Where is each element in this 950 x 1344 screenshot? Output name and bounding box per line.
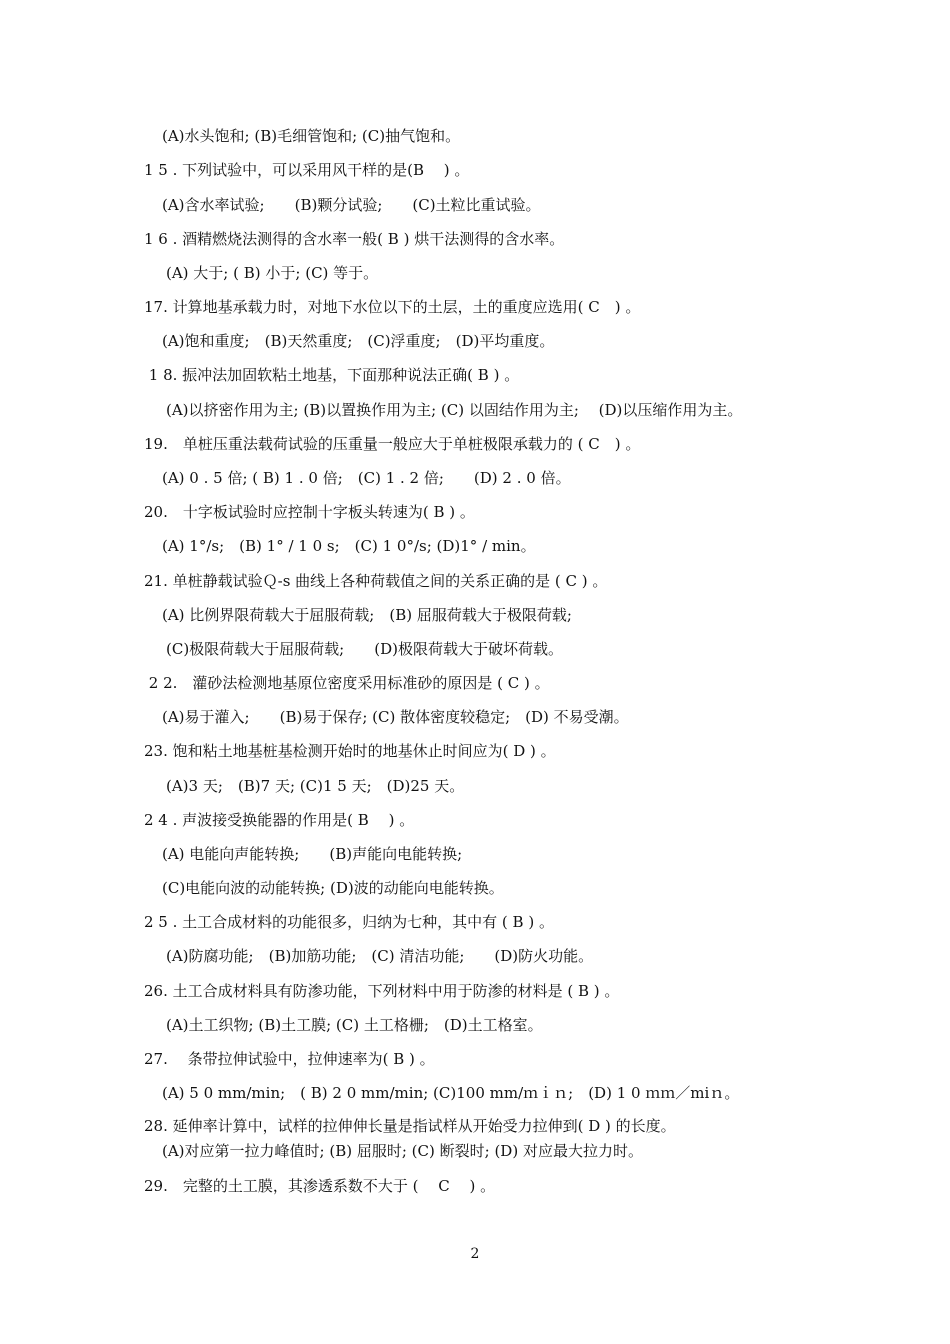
text-line: (C)电能向波的动能转换; (D)波的动能向电能转换。: [162, 879, 504, 897]
question-line: 26. 土工合成材料具有防渗功能，下列材料中用于防渗的材料是 ( B ) 。: [144, 982, 620, 1000]
text-line: (A)对应第一拉力峰值时; (B) 屈服时; (C) 断裂时; (D) 对应最大拉力时。: [162, 1142, 643, 1160]
text-line: (A)土工织物; (B)土工膜; (C) 土工格栅; (D)土工格室。: [166, 1016, 543, 1034]
text-line: (A) 0 . 5 倍; ( B) 1 . 0 倍; (C) 1 . 2 倍; (D) 2 . 0 倍。: [162, 469, 571, 487]
question-line: 23. 饱和粘土地基桩基检测开始时的地基休止时间应为( D ) 。: [144, 742, 556, 760]
question-line: 27. 条带拉伸试验中，拉伸速率为( B ) 。: [144, 1050, 435, 1068]
question-line: 20. 十字板试验时应控制十字板头转速为( B ) 。: [144, 503, 475, 521]
text-line: (A) 1°/s; (B) 1° / 1 0 s; (C) 1 0°/s; (D)1° / min。: [162, 537, 536, 555]
text-line: (A)3 天; (B)7 天; (C)1 5 天; (D)25 天。: [166, 777, 465, 795]
text-line: (A)以挤密作用为主; (B)以置换作用为主; (C) 以固结作用为主; (D)以压缩作用为主。: [166, 401, 743, 419]
text-line: (A) 比例界限荷载大于屈服荷载; (B) 屈服荷载大于极限荷载;: [162, 606, 572, 624]
text-line: (A) 5 0 mm/min; ( B) 2 0 mm/min; (C)100 mm/ｍｉｎ; (D) 1 0 ｍｍ／miｎ。: [162, 1084, 740, 1102]
text-line: (A) 电能向声能转换; (B)声能向电能转换;: [162, 845, 463, 863]
question-line: 2 5 . 土工合成材料的功能很多，归纳为七种，其中有 ( B ) 。: [144, 913, 554, 931]
text-line: (A)含水率试验; (B)颗分试验; (C)土粒比重试验。: [162, 196, 541, 214]
text-line: (A)水头饱和; (B)毛细管饱和; (C)抽气饱和。: [162, 127, 461, 145]
question-line: 2 2. 灌砂法检测地基原位密度采用标准砂的原因是 ( C ) 。: [144, 674, 550, 692]
text-line: (A)防腐功能; (B)加筋功能; (C) 清洁功能; (D)防火功能。: [166, 947, 594, 965]
page-number: 2: [470, 1246, 480, 1262]
text-line: (C)极限荷载大于屈服荷载; (D)极限荷载大于破坏荷载。: [166, 640, 563, 658]
text-line: (A)饱和重度; (B)天然重度; (C)浮重度; (D)平均重度。: [162, 332, 555, 350]
question-line: 21. 单桩静载试验Ｑ-s 曲线上各种荷载值之间的关系正确的是 ( C ) 。: [144, 572, 608, 590]
question-line: 29. 完整的土工膜，其渗透系数不大于 ( C ) 。: [144, 1177, 496, 1195]
question-line: 19. 单桩压重法载荷试验的压重量一般应大于单桩极限承载力的 ( C ) 。: [144, 435, 641, 453]
text-line: (A) 大于; ( B) 小于; (C) 等于。: [166, 264, 379, 282]
question-line: 28. 延伸率计算中，试样的拉伸伸长量是指试样从开始受力拉伸到( D ) 的长度。: [144, 1117, 676, 1135]
question-line: 1 8. 振冲法加固软粘土地基，下面那种说法正确( B ) 。: [144, 366, 520, 384]
question-line: 1 5 . 下列试验中，可以采用风干样的是(B ) 。: [144, 161, 470, 179]
question-line: 1 6 . 酒精燃烧法测得的含水率一般( B ) 烘干法测得的含水率。: [144, 230, 565, 248]
text-line: (A)易于灌入; (B)易于保存; (C) 散体密度较稳定; (D) 不易受潮。: [162, 708, 629, 726]
question-line: 2 4 . 声波接受换能器的作用是( B ) 。: [144, 811, 415, 829]
question-line: 17. 计算地基承载力时，对地下水位以下的土层，土的重度应选用( C ) 。: [144, 298, 641, 316]
